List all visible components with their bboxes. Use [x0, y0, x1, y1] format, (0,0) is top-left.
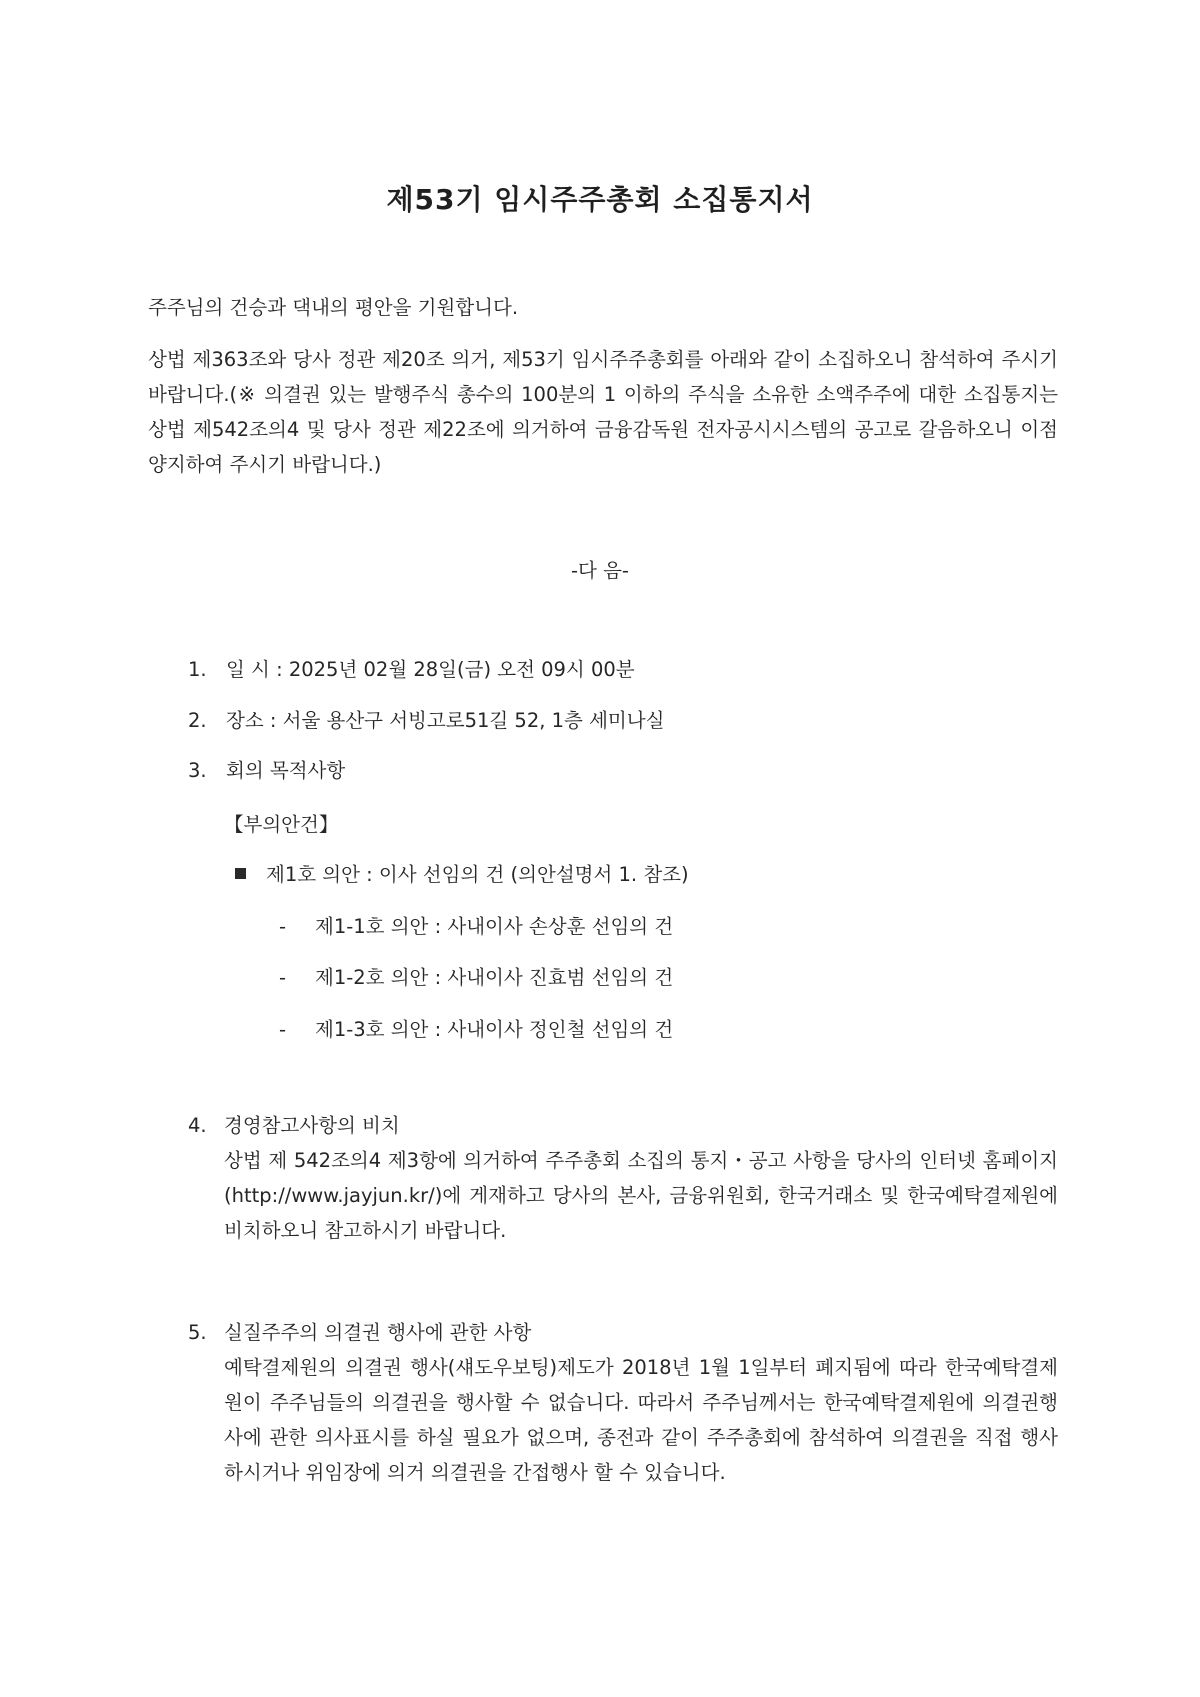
list-item-text: 일 시 : 2025년 02월 28일(금) 오전 09시 00분 [226, 658, 635, 681]
separator-heading: -다 음- [571, 559, 629, 582]
document-title: 제53기 임시주주총회 소집통지서 [386, 183, 814, 216]
dash-bullet: - [279, 915, 287, 938]
section-number: 4. [188, 1114, 207, 1137]
dash-bullet: - [279, 966, 287, 989]
section-body: 예탁결제원의 의결권 행사(섀도우보팅)제도가 2018년 1월 1일부터 폐지됨에 따라 한국예탁결제원이 주주님들의 의결권을 행사할 수 없습니다. 따라서 주주님께서는 한국예탁결제원에 의결권행사에 관한 의사표시를 하실 필요가 없으며, 종전과 같이 주주총회에 참석하여 의결권을 직접 행사하시거나 위임장에 의거 의결권을 간접행사 할 수 있습니다. [224, 1356, 1058, 1484]
list-item-text: 회의 목적사항 [226, 759, 346, 782]
section-heading: 경영참고사항의 비치 [224, 1114, 400, 1137]
dash-bullet: - [279, 1018, 287, 1041]
black-square-bullet-icon [235, 868, 246, 879]
section-heading: 실질주주의 의결권 행사에 관한 사항 [224, 1321, 532, 1344]
agenda-sub-text: 제1-2호 의안 : 사내이사 진효범 선임의 건 [315, 966, 674, 989]
agenda-sub-item [279, 909, 673, 944]
list-item-place [188, 703, 664, 738]
list-item-number: 3. [188, 759, 207, 782]
list-item-agenda [188, 753, 345, 788]
list-item-date [188, 652, 635, 687]
list-item-number: 1. [188, 658, 207, 681]
list-item-text: 장소 : 서울 용산구 서빙고로51길 52, 1층 세미나실 [226, 709, 665, 732]
agenda-sub-item [279, 1012, 673, 1047]
section-body: 상법 제 542조의4 제3항에 의거하여 주주총회 소집의 통지・공고 사항을 당사의 인터넷 홈페이지(http://www.jayjun.kr/)에 게재하고 당사의 본사, 금융위원회, 한국거래소 및 한국예탁결제원에 비치하오니 참고하시기 바랍니다. [224, 1149, 1058, 1242]
agenda-heading: 【부의안건】 [224, 813, 339, 836]
greeting-paragraph: 주주님의 건승과 댁내의 평안을 기원합니다. [148, 296, 519, 319]
agenda-sub-text: 제1-3호 의안 : 사내이사 정인철 선임의 건 [315, 1018, 674, 1041]
intro-paragraph: 상법 제363조와 당사 정관 제20조 의거, 제53기 임시주주총회를 아래와 같이 소집하오니 참석하여 주시기 바랍니다.(※ 의결권 있는 발행주식 총수의 100분의 1 이하의 주식을 소유한 소액주주에 대한 소집통지는 상법 제542조의4 및 당사 정관 제22조에 의거하여 금융감독원 전자공시시스템의 공고로 갈음하오니 이점 양지하여 주시기 바랍니다.) [148, 348, 1058, 476]
agenda-main-item [235, 857, 689, 892]
agenda-sub-item [279, 960, 673, 995]
agenda-main-text: 제1호 의안 : 이사 선임의 건 (의안설명서 1. 참조) [266, 863, 689, 886]
list-item-number: 2. [188, 709, 207, 732]
agenda-sub-text: 제1-1호 의안 : 사내이사 손상훈 선임의 건 [315, 915, 674, 938]
section-number: 5. [188, 1321, 207, 1344]
